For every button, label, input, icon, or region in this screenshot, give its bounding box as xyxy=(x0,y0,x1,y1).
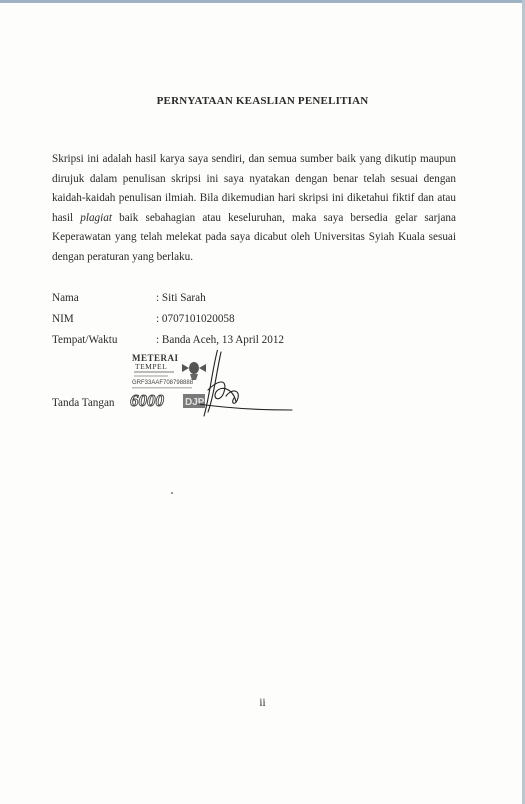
stamp-subtitle: TEMPEL xyxy=(135,362,168,371)
revenue-stamp-with-signature xyxy=(126,350,301,420)
paragraph-italic-word: plagiat xyxy=(80,211,112,224)
declaration-paragraph xyxy=(52,150,456,268)
nim-value: : 0707101020058 xyxy=(156,313,235,325)
page-title: PERNYATAAN KEASLIAN PENELITIAN xyxy=(156,95,369,107)
stamp-title: METERAI xyxy=(132,353,179,363)
place-date-value: : Banda Aceh, 13 April 2012 xyxy=(156,334,285,346)
page-number: ii xyxy=(259,697,266,709)
paragraph-text-start: Skripsi ini adalah hasil karya saya sendiri, dan semua sumber baik yang dikutip maupun dirujuk dalam penulisan skripsi ini saya nyatakan dengan benar telah sesuai dengan kaidah-kaidah penulisan ilmiah. Bila dikemudian hari skripsi ini diketahui fiktif dan atau hasil xyxy=(52,153,456,224)
nim-label: NIM xyxy=(52,313,74,325)
revenue-stamp xyxy=(130,353,206,410)
name-value: : Siti Sarah xyxy=(156,292,206,304)
name-label: Nama xyxy=(52,292,79,304)
handwritten-signature xyxy=(198,350,292,416)
signature-label: Tanda Tangan xyxy=(52,397,115,409)
stamp-value: 6000 xyxy=(130,391,164,410)
scan-edge-top xyxy=(0,0,525,3)
stamp-mark: DJP xyxy=(185,397,205,408)
garuda-emblem-icon xyxy=(182,362,206,380)
stamp-code: GRF33AAF708798888 xyxy=(132,380,194,386)
scan-speck xyxy=(171,492,173,494)
place-date-label: Tempat/Waktu xyxy=(52,334,118,346)
paragraph-text-end: baik sebahagian atau keseluruhan, maka saya bersedia gelar sarjana Keperawatan yang telah melekat pada saya dicabut oleh Universitas Syiah Kuala sesuai dengan peraturan yang berlaku. xyxy=(52,211,456,263)
